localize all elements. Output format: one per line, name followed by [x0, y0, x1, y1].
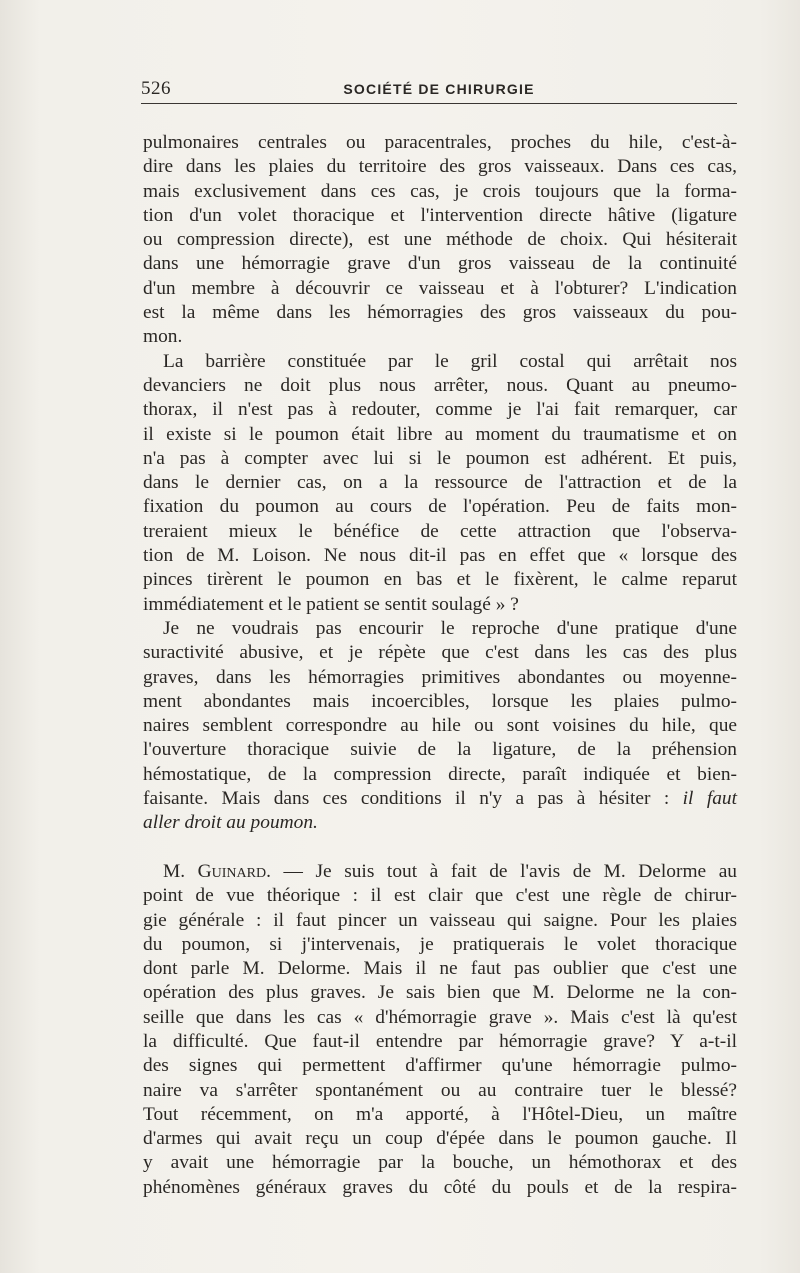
running-title: SOCIÉTÉ DE CHIRURGIE	[343, 81, 535, 97]
text-line: ment abondantes mais incoercibles, lorsque les plaies pulmo-	[143, 690, 737, 712]
text-line: y avait une hémorragie par la bouche, un hémothorax et des	[143, 1152, 737, 1174]
text-line: tion d'un volet thoracique et l'intervention directe hâtive (ligature	[143, 204, 737, 226]
text-line: mon.	[143, 326, 183, 348]
text-line: immédiatement et le patient se sentit soulagé » ?	[143, 593, 519, 615]
text-line: Je ne voudrais pas encourir le reproche d'une pratique d'une	[163, 617, 737, 639]
text-line	[143, 787, 737, 811]
text-line: pulmonaires centrales ou paracentrales, proches du hile, c'est-à-	[143, 132, 737, 153]
text-line: d'un membre à découvrir ce vaisseau et à l'obturer? L'indication	[143, 277, 737, 299]
text-line: naires semblent correspondre au hile ou sont voisines du hile, que	[143, 715, 737, 737]
paragraph-3	[143, 617, 737, 836]
text-line-rest: — Je suis tout à fait de l'avis de M. Delorme au	[270, 860, 737, 882]
text-line: n'a pas à compter avec lui si le poumon est adhérent. Et puis,	[143, 447, 737, 469]
text-line: phénomènes généraux graves du côté du pouls et de la respira-	[143, 1176, 737, 1198]
paragraph-2	[143, 350, 737, 617]
italic-phrase-line: aller droit au poumon.	[143, 812, 318, 834]
header-rule	[141, 103, 737, 104]
text-line: la difficulté. Que faut-il entendre par hémorragie grave? Y a-t-il	[143, 1030, 737, 1052]
text-line: dans une hémorragie grave d'un gros vaisseau de la continuité	[143, 253, 737, 275]
text-line: pinces tirèrent le poumon en bas et le fixèrent, le calme reparut	[143, 569, 737, 591]
text-line: La barrière constituée par le gril costal qui arrêtait nos	[163, 350, 737, 372]
text-line: thorax, il n'est pas à redouter, comme je l'ai fait remarquer, car	[143, 399, 737, 421]
text-line: gie générale : il faut pincer un vaisseau qui saigne. Pour les plaies	[143, 909, 737, 931]
text-line: seille que dans les cas « d'hémorragie grave ». Mais c'est là qu'est	[143, 1006, 737, 1028]
text-line: tion de M. Loison. Ne nous dit-il pas en effet que « lorsque des	[143, 545, 737, 567]
text-line: suractivité abusive, et je répète que c'est dans les cas des plus	[143, 642, 737, 664]
italic-phrase: il faut	[682, 788, 737, 810]
text-line: naire va s'arrêter spontanément ou au contraire tuer le blessé?	[143, 1079, 737, 1101]
text-line	[143, 860, 737, 884]
text-line: dire dans les plaies du territoire des gros vaisseaux. Dans ces cas,	[143, 156, 737, 178]
text-line: du poumon, si j'intervenais, je pratiquerais le volet thoracique	[143, 933, 737, 955]
text-line: fixation du poumon au cours de l'opération. Peu de faits mon-	[143, 496, 737, 518]
text-line: mais exclusivement dans ces cas, je crois toujours que la forma-	[143, 180, 737, 202]
text-line: d'armes qui avait reçu un coup d'épée dans le poumon gauche. Il	[143, 1128, 737, 1150]
paragraph-4	[143, 860, 737, 1200]
text-line-roman: faisante. Mais dans ces conditions il n'y a pas à hésiter :	[143, 788, 683, 810]
text-line: point de vue théorique : il est clair que c'est une règle de chirur-	[143, 885, 737, 907]
body-text	[143, 131, 737, 1200]
text-line: treraient mieux le bénéfice de cette attraction que l'observa-	[143, 520, 737, 542]
paragraph-gap	[143, 836, 737, 860]
text-line: des signes qui permettent d'affirmer qu'une hémorragie pulmo-	[143, 1055, 737, 1077]
text-line: l'ouverture thoracique suivie de la ligature, de la préhension	[143, 739, 737, 761]
page-number: 526	[141, 78, 171, 99]
speaker-name: M. Guinard.	[163, 860, 271, 882]
text-line: opération des plus graves. Je sais bien que M. Delorme ne la con-	[143, 982, 737, 1004]
text-line: dont parle M. Delorme. Mais il ne faut pas oublier que c'est une	[143, 958, 737, 980]
text-line: il existe si le poumon était libre au moment du traumatisme et on	[143, 423, 737, 445]
text-line: est la même dans les hémorragies des gros vaisseaux du pou-	[143, 302, 737, 324]
text-line: ou compression directe), est une méthode de choix. Qui hésiterait	[143, 229, 737, 251]
text-line: Tout récemment, on m'a apporté, à l'Hôtel-Dieu, un maître	[143, 1103, 737, 1125]
text-line: dans le dernier cas, on a la ressource de l'attraction et de la	[143, 472, 737, 494]
text-line: hémostatique, de la compression directe, paraît indiquée et bien-	[143, 763, 737, 785]
paragraph-1	[143, 131, 737, 350]
text-line: devanciers ne doit plus nous arrêter, nous. Quant au pneumo-	[143, 374, 737, 396]
text-line: graves, dans les hémorragies primitives abondantes ou moyenne-	[143, 666, 737, 688]
page-header	[141, 76, 737, 102]
